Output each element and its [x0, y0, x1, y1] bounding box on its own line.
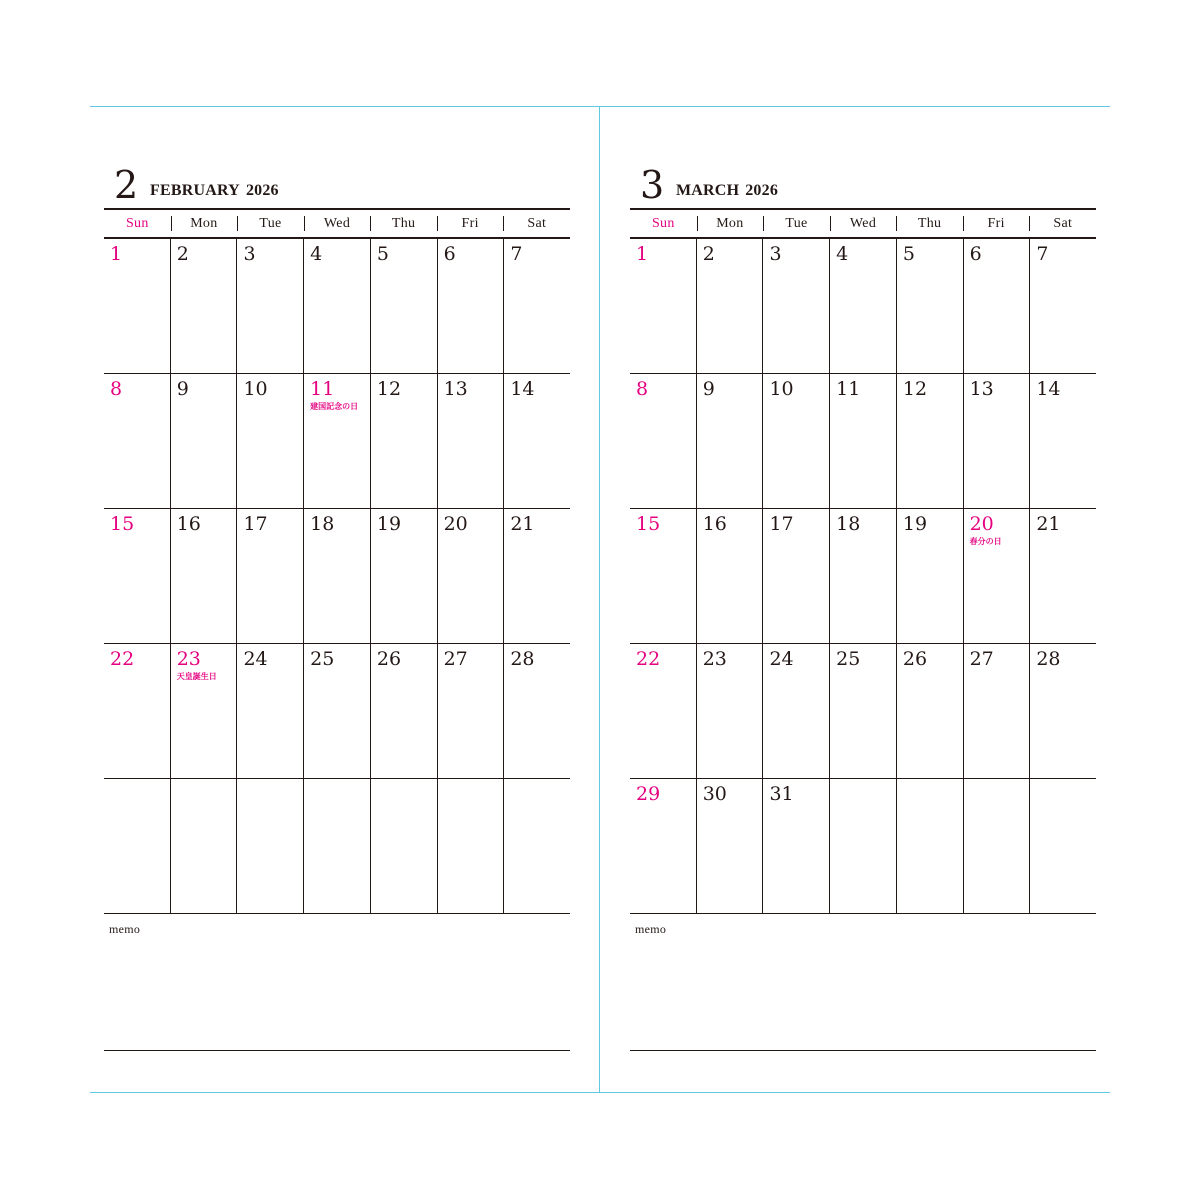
day-number: 22	[110, 648, 135, 670]
day-number: 1	[110, 243, 123, 265]
week-row	[630, 239, 1096, 374]
day-number: 19	[376, 513, 402, 535]
day-cell[interactable]	[236, 779, 303, 913]
day-number: 12	[902, 378, 928, 400]
weekday-label: Sun	[125, 216, 149, 231]
day-number: 28	[1036, 648, 1061, 670]
day-cell[interactable]	[370, 374, 437, 508]
day-cell[interactable]	[170, 509, 237, 643]
calendar-page-march	[630, 160, 1096, 1051]
day-cell[interactable]	[963, 779, 1030, 913]
day-number: 4	[836, 243, 849, 265]
day-cell[interactable]	[503, 644, 570, 778]
weekday-label: Fri	[437, 210, 504, 237]
day-number: 6	[969, 243, 982, 265]
day-number: 5	[902, 243, 915, 265]
memo-label: memo	[109, 922, 141, 936]
day-number: 23	[176, 648, 201, 670]
day-cell[interactable]	[303, 239, 370, 373]
day-number: 20	[969, 513, 994, 535]
day-cell[interactable]	[630, 374, 696, 508]
day-cell[interactable]	[370, 509, 437, 643]
memo-area[interactable]	[630, 914, 1096, 1051]
day-cell[interactable]	[963, 644, 1030, 778]
day-number: 29	[636, 783, 661, 805]
day-cell[interactable]	[437, 374, 504, 508]
day-cell[interactable]	[303, 779, 370, 913]
month-name: MARCH	[676, 182, 740, 199]
day-cell[interactable]	[630, 509, 696, 643]
day-cell[interactable]	[236, 509, 303, 643]
month-header	[630, 160, 1096, 208]
year: 2026	[745, 182, 779, 199]
day-number: 26	[376, 648, 402, 670]
day-cell[interactable]	[630, 779, 696, 913]
day-cell[interactable]	[503, 779, 570, 913]
day-number: 7	[510, 243, 523, 265]
day-cell[interactable]	[170, 239, 237, 373]
day-cell[interactable]	[303, 644, 370, 778]
day-number: 8	[110, 378, 123, 400]
day-number: 2	[176, 243, 189, 265]
month-title	[150, 182, 279, 200]
weekday-label: Mon	[171, 210, 238, 237]
week-row	[630, 644, 1096, 779]
day-number: 21	[510, 513, 535, 535]
day-number: 30	[702, 783, 727, 805]
day-cell[interactable]	[1029, 779, 1096, 913]
day-number: 17	[769, 513, 794, 535]
day-number: 6	[443, 243, 456, 265]
weekday-label: Wed	[830, 210, 897, 237]
day-number: 18	[310, 513, 335, 535]
day-cell[interactable]	[503, 509, 570, 643]
day-cell[interactable]	[896, 644, 963, 778]
day-number: 15	[636, 513, 661, 535]
day-cell[interactable]	[896, 779, 963, 913]
day-cell[interactable]	[630, 239, 696, 373]
week-row	[630, 509, 1096, 644]
calendar-page-february	[104, 160, 570, 1051]
day-cell[interactable]	[437, 779, 504, 913]
day-cell[interactable]	[236, 374, 303, 508]
day-cell[interactable]	[762, 509, 829, 643]
day-cell[interactable]	[829, 239, 896, 373]
month-number: 3	[640, 163, 665, 207]
day-cell[interactable]	[896, 239, 963, 373]
day-cell[interactable]	[896, 374, 963, 508]
day-cell[interactable]	[963, 374, 1030, 508]
day-number: 2	[702, 243, 715, 265]
day-number: 11	[836, 378, 861, 400]
day-number: 11	[310, 378, 335, 400]
day-cell[interactable]	[963, 509, 1030, 643]
day-cell[interactable]	[437, 239, 504, 373]
day-cell[interactable]	[1029, 644, 1096, 778]
trim-guide-bottom	[90, 1092, 1110, 1093]
day-cell[interactable]	[762, 644, 829, 778]
day-cell[interactable]	[696, 509, 763, 643]
day-cell[interactable]	[829, 374, 896, 508]
day-cell[interactable]	[503, 374, 570, 508]
day-cell[interactable]	[236, 644, 303, 778]
day-cell[interactable]	[370, 644, 437, 778]
weekday-label: Thu	[370, 210, 437, 237]
day-number: 23	[702, 648, 727, 670]
week-row	[104, 239, 570, 374]
day-number: 10	[243, 378, 268, 400]
year: 2026	[245, 182, 279, 199]
weekday-label: Sat	[503, 210, 570, 237]
weekday-header-row	[104, 208, 570, 239]
day-cell[interactable]	[630, 644, 696, 778]
day-cell[interactable]	[762, 374, 829, 508]
day-number: 16	[702, 513, 727, 535]
memo-area[interactable]	[104, 914, 570, 1051]
day-number: 9	[702, 378, 715, 400]
day-cell[interactable]	[236, 239, 303, 373]
weekday-label: Thu	[896, 210, 963, 237]
day-number: 31	[769, 783, 794, 805]
day-cell[interactable]	[303, 374, 370, 508]
day-cell[interactable]	[1029, 374, 1096, 508]
day-number: 14	[1036, 378, 1061, 400]
day-number: 9	[176, 378, 189, 400]
day-cell[interactable]	[1029, 239, 1096, 373]
day-cell[interactable]	[370, 239, 437, 373]
day-number: 12	[376, 378, 402, 400]
week-row	[104, 374, 570, 509]
day-number: 13	[443, 378, 468, 400]
day-number: 18	[836, 513, 861, 535]
day-number: 22	[636, 648, 661, 670]
day-cell[interactable]	[170, 374, 237, 508]
day-cell[interactable]	[696, 239, 763, 373]
day-cell[interactable]	[1029, 509, 1096, 643]
month-name: FEBRUARY	[150, 182, 240, 199]
month-title	[676, 182, 778, 200]
spine-guide	[599, 106, 600, 1093]
weekday-label: Mon	[697, 210, 764, 237]
day-cell[interactable]	[170, 644, 237, 778]
day-number: 15	[110, 513, 135, 535]
day-cell[interactable]	[829, 509, 896, 643]
day-number: 25	[836, 648, 861, 670]
weekday-label: Wed	[304, 210, 371, 237]
weekday-label: Sun	[651, 216, 675, 231]
day-cell[interactable]	[303, 509, 370, 643]
day-number: 16	[176, 513, 201, 535]
month-number: 2	[114, 163, 139, 207]
day-cell[interactable]	[104, 509, 170, 643]
day-cell[interactable]	[170, 779, 237, 913]
day-cell[interactable]	[829, 779, 896, 913]
holiday-label: 春分の日	[969, 537, 1002, 546]
day-cell[interactable]	[104, 644, 170, 778]
day-number: 5	[376, 243, 389, 265]
weekday-label: Tue	[763, 210, 830, 237]
day-number: 17	[243, 513, 268, 535]
day-number: 24	[243, 648, 268, 670]
week-row	[630, 374, 1096, 509]
day-cell[interactable]	[963, 239, 1030, 373]
day-number: 28	[510, 648, 535, 670]
day-number: 13	[969, 378, 994, 400]
weekday-label: Tue	[237, 210, 304, 237]
weekday-label: Fri	[963, 210, 1030, 237]
day-cell[interactable]	[104, 374, 170, 508]
week-row	[104, 509, 570, 644]
memo-label: memo	[635, 922, 667, 936]
day-cell[interactable]	[696, 374, 763, 508]
day-cell[interactable]	[104, 239, 170, 373]
day-number: 19	[902, 513, 928, 535]
day-number: 3	[769, 243, 782, 265]
day-number: 14	[510, 378, 535, 400]
day-cell[interactable]	[104, 779, 170, 913]
day-number: 27	[969, 648, 994, 670]
month-header	[104, 160, 570, 208]
week-row	[630, 779, 1096, 914]
day-cell[interactable]	[829, 644, 896, 778]
week-row	[104, 779, 570, 914]
day-number: 25	[310, 648, 335, 670]
week-row	[104, 644, 570, 779]
day-number: 1	[636, 243, 649, 265]
holiday-label: 建国記念の日	[310, 402, 359, 411]
day-cell[interactable]	[437, 509, 504, 643]
day-number: 8	[636, 378, 649, 400]
day-cell[interactable]	[896, 509, 963, 643]
trim-guide-top	[90, 106, 1110, 107]
day-number: 26	[902, 648, 928, 670]
day-number: 27	[443, 648, 468, 670]
holiday-label: 天皇誕生日	[176, 672, 217, 681]
weekday-header-row	[630, 208, 1096, 239]
day-cell[interactable]	[762, 779, 829, 913]
day-number: 24	[769, 648, 794, 670]
day-number: 10	[769, 378, 794, 400]
day-cell[interactable]	[370, 779, 437, 913]
day-number: 21	[1036, 513, 1061, 535]
day-number: 4	[310, 243, 323, 265]
day-cell[interactable]	[503, 239, 570, 373]
day-number: 20	[443, 513, 468, 535]
weekday-label: Sat	[1029, 210, 1096, 237]
day-cell[interactable]	[696, 644, 763, 778]
day-cell[interactable]	[437, 644, 504, 778]
day-number: 3	[243, 243, 256, 265]
day-cell[interactable]	[696, 779, 763, 913]
day-number: 7	[1036, 243, 1049, 265]
day-cell[interactable]	[762, 239, 829, 373]
